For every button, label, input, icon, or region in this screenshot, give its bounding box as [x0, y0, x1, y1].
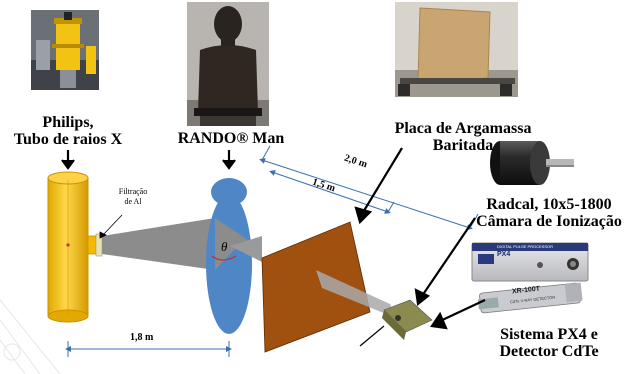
radcal-label-line2: Câmara de Ionização — [476, 213, 622, 230]
filter-label-line2: de Al — [124, 197, 142, 206]
xr-sub: CdTe X-RAY DETECTOR — [509, 294, 556, 305]
px4-title: DIGITAL PULSE PROCESSOR — [497, 244, 554, 249]
barite-plate-photo — [395, 2, 518, 97]
theta-symbol: θ — [221, 239, 228, 254]
rando-label-text: RANDO® Man — [177, 130, 285, 147]
down-arrow-icon — [62, 150, 235, 168]
philips-label-line2: Tubo de raios X — [13, 131, 123, 148]
xray-tube-photo — [31, 10, 99, 90]
distance-1-8: 1,8 m — [130, 332, 154, 343]
philips-label — [0, 114, 136, 148]
px4-label-line1: Sistema PX4 e — [500, 326, 598, 343]
rando-phantom-photo — [187, 2, 269, 126]
px4-label-line2: Detector CdTe — [499, 343, 599, 360]
xray-tube — [48, 172, 96, 322]
px4-detector-photo — [472, 243, 588, 313]
placa-label-line1: Placa de Argamassa — [394, 120, 532, 137]
distance-2-0: 2,0 m — [342, 152, 369, 171]
xr-model: XR-100T — [511, 285, 541, 296]
placa-label-line2: Baritada — [432, 137, 494, 154]
filter-label-line1: Filtração — [118, 187, 148, 196]
barite-plate — [262, 222, 370, 352]
distance-1-5: 1,5 m — [310, 176, 337, 195]
philips-label-line1: Philips, — [42, 114, 94, 131]
rando-label — [176, 130, 286, 147]
filter-label — [108, 187, 158, 207]
xray-beam — [102, 218, 215, 270]
px4-badge: PX4 — [497, 251, 511, 258]
radcal-label — [458, 196, 640, 230]
px4-label — [474, 326, 624, 360]
placa-label — [388, 120, 538, 154]
radcal-label-line1: Radcal, 10x5-1800 — [486, 196, 612, 213]
